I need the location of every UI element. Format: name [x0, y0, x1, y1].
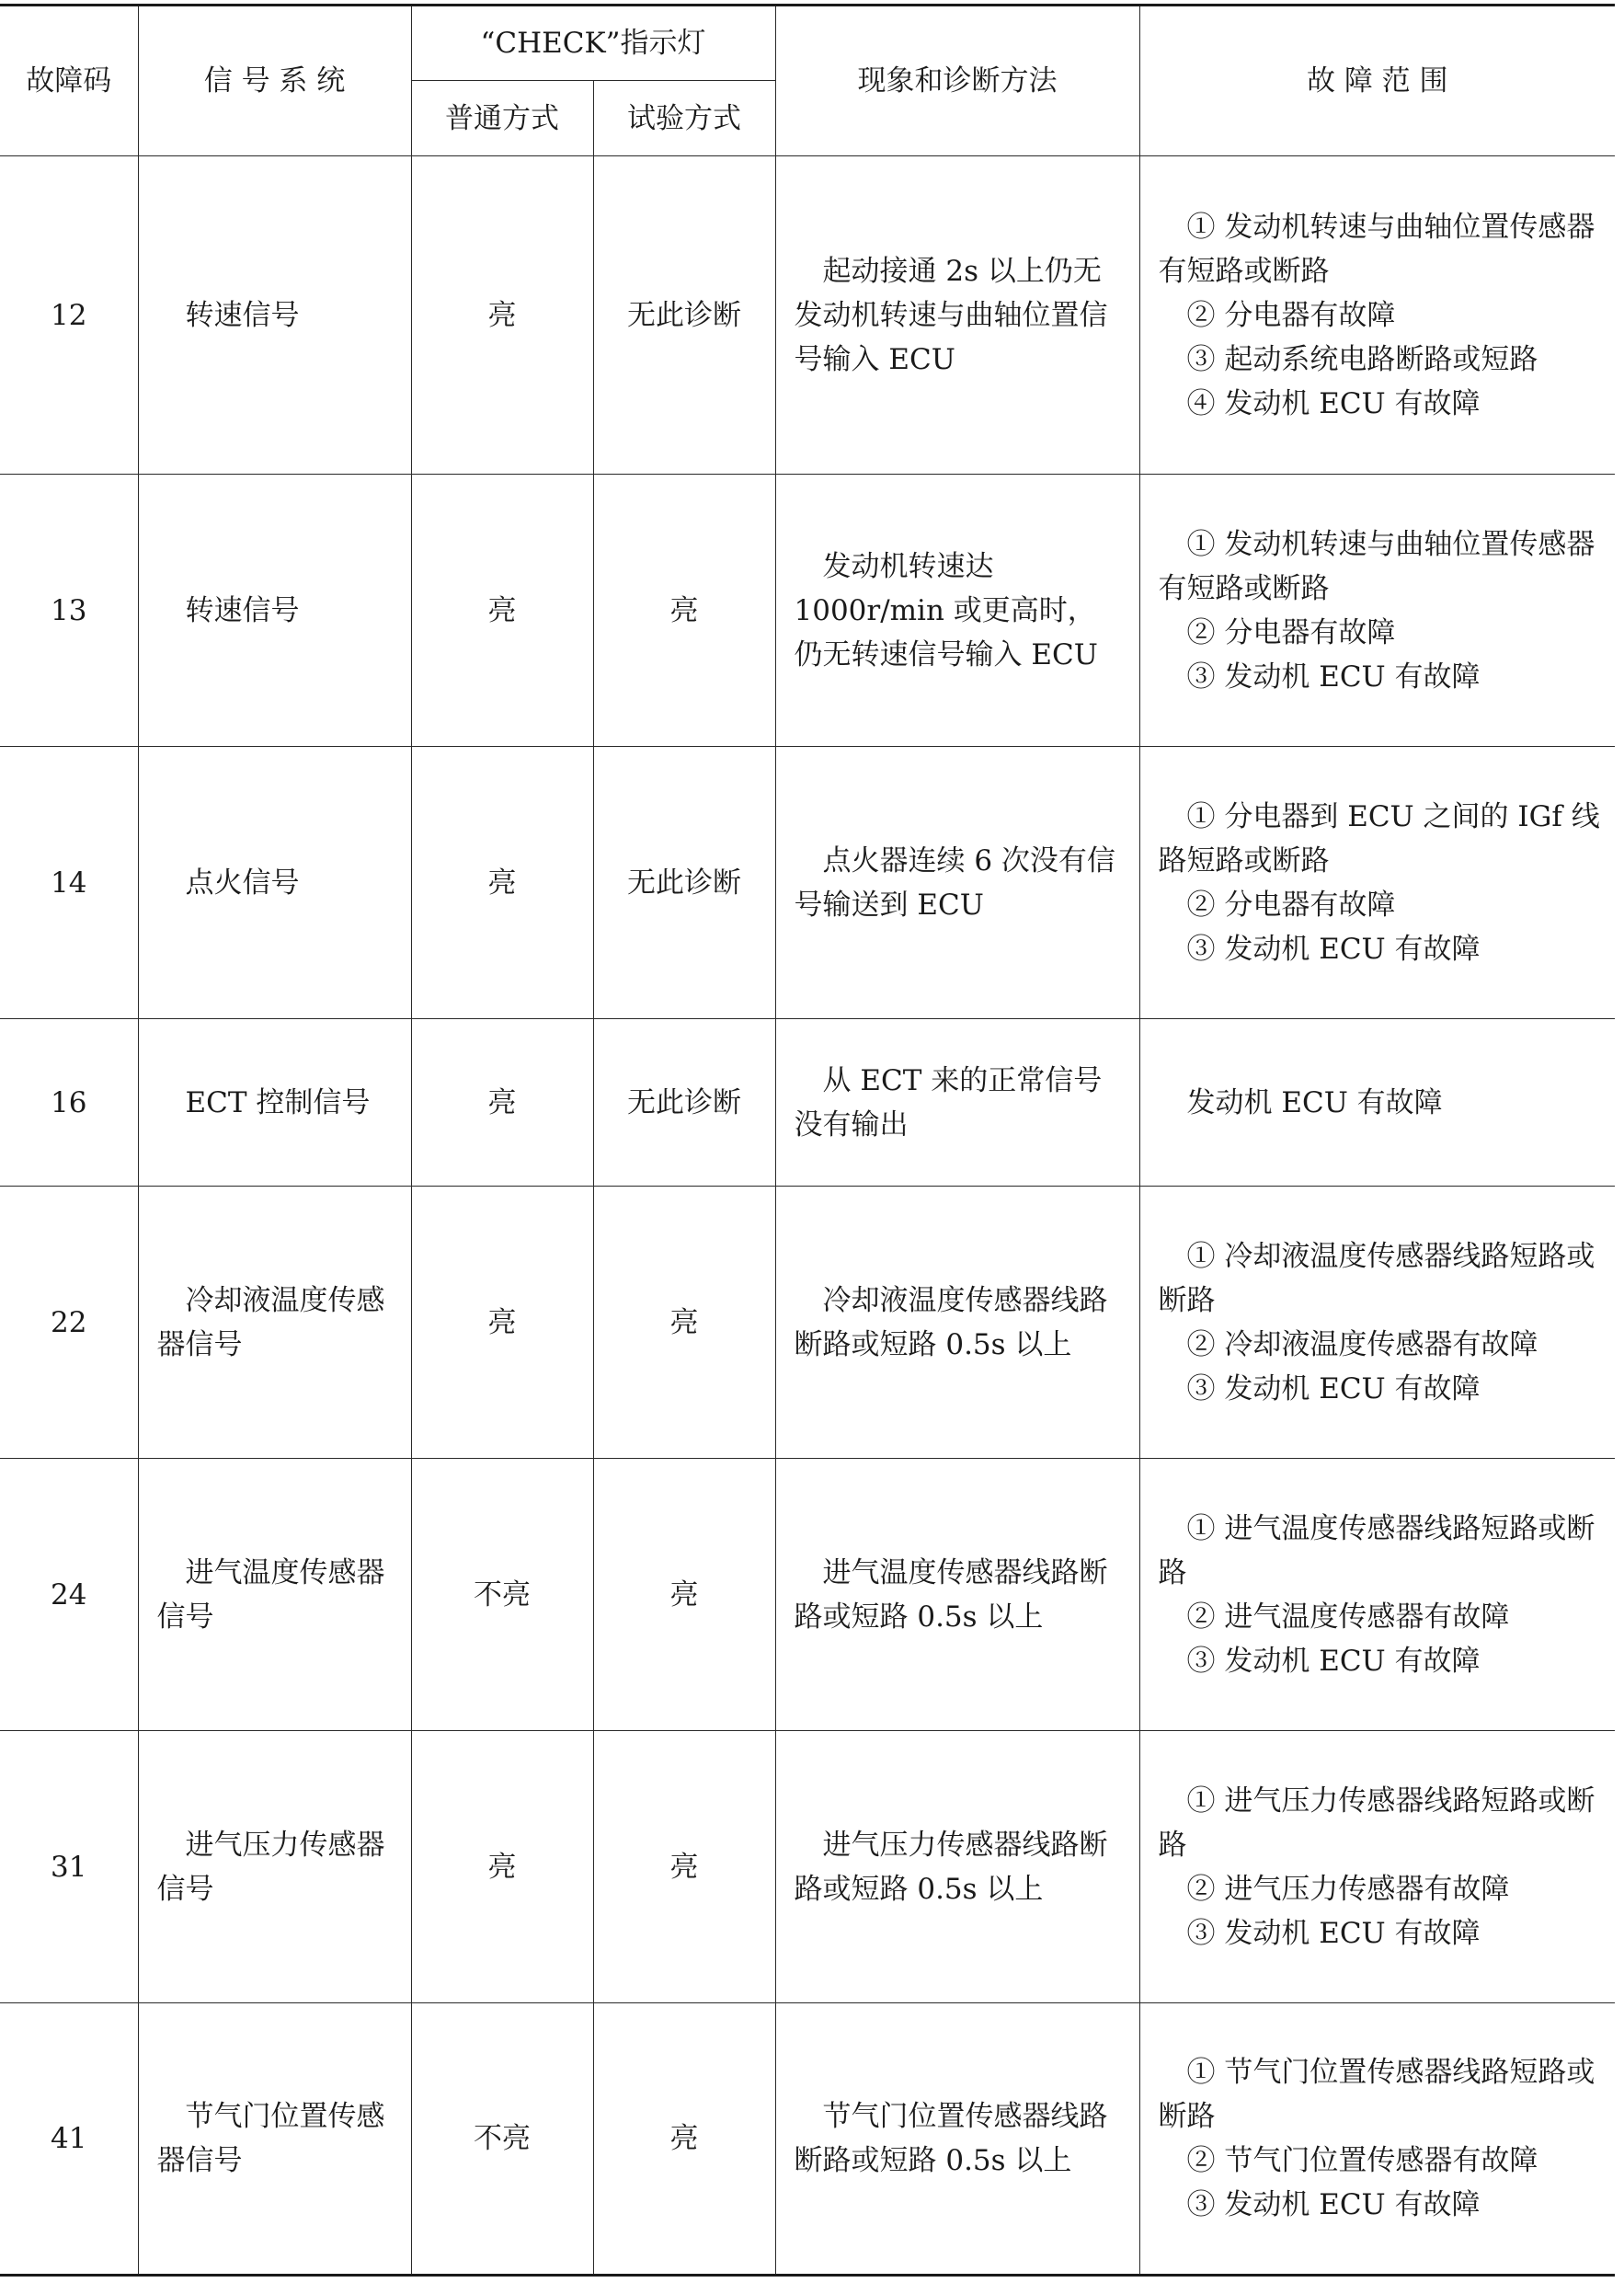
fault-range-text: ③ 发动机 ECU 有故障: [1186, 1371, 1481, 1405]
check-lamp-normal-cell: 亮: [411, 475, 593, 747]
fault-range-text: ① 进气温度传感器线路短路或断路: [1158, 1511, 1595, 1589]
signal-system-text: 点火信号: [185, 866, 300, 900]
table-row: [0, 1019, 1615, 1187]
fault-range-item: [1159, 2183, 1603, 2227]
phenomenon-cell: [775, 2003, 1139, 2276]
fault-range-text: ③ 起动系统电路断路或短路: [1186, 342, 1538, 376]
fault-range-item: [1159, 611, 1603, 655]
check-lamp-normal-cell: 不亮: [411, 2003, 593, 2276]
fault-code-cell: 14: [0, 747, 138, 1019]
fault-range-item: [1159, 1911, 1603, 1956]
fault-range-text: ② 分电器有故障: [1186, 615, 1396, 649]
phenomenon-text: 进气压力传感器线路断路或短路 0.5s 以上: [794, 1828, 1108, 1906]
fault-range-item: [1159, 338, 1603, 382]
signal-system-cell: [138, 475, 411, 747]
signal-system-text: 冷却液温度传感器信号: [156, 1283, 385, 1361]
check-lamp-normal-cell: 亮: [411, 156, 593, 475]
fault-code-cell: 13: [0, 475, 138, 747]
fault-range-item: [1159, 522, 1603, 611]
fault-range-text: ① 分电器到 ECU 之间的 IGf 线路短路或断路: [1158, 799, 1600, 877]
fault-range-item: [1159, 2050, 1603, 2139]
phenomenon-text: 从 ECT 来的正常信号没有输出: [794, 1063, 1103, 1141]
check-lamp-test-cell: 亮: [593, 475, 775, 747]
fault-range-text: ② 进气温度传感器有故障: [1186, 1600, 1510, 1634]
signal-system-text: 进气压力传感器信号: [156, 1828, 385, 1906]
signal-system-cell: [138, 2003, 411, 2276]
table-body: [0, 156, 1615, 2276]
table-row: [0, 1187, 1615, 1459]
fault-range-item: [1159, 382, 1603, 426]
signal-system-cell: [138, 1187, 411, 1459]
fault-range-text: ③ 发动机 ECU 有故障: [1186, 2188, 1481, 2221]
signal-system-text: 转速信号: [185, 298, 300, 332]
table-row: [0, 156, 1615, 475]
phenomenon-cell: [775, 747, 1139, 1019]
phenomenon-text: 进气温度传感器线路断路或短路 0.5s 以上: [794, 1555, 1108, 1634]
signal-system-cell: [138, 747, 411, 1019]
header-signal: 信 号 系 统: [138, 6, 411, 156]
table-row: [0, 475, 1615, 747]
fault-range-item: [1159, 927, 1603, 971]
phenomenon-text: 冷却液温度传感器线路断路或短路 0.5s 以上: [794, 1283, 1108, 1361]
fault-code-cell: 41: [0, 2003, 138, 2276]
fault-range-item: [1159, 1507, 1603, 1595]
fault-range-item: [1159, 1595, 1603, 1639]
signal-system-cell: [138, 1459, 411, 1731]
header-check-lamp: “CHECK”指示灯: [411, 6, 775, 81]
fault-range-cell: [1139, 156, 1615, 475]
fault-range-item: [1159, 293, 1603, 338]
check-lamp-normal-cell: 不亮: [411, 1459, 593, 1731]
table-row: [0, 2003, 1615, 2276]
phenomenon-text: 节气门位置传感器线路断路或短路 0.5s 以上: [794, 2100, 1108, 2177]
fault-range-text: ③ 发动机 ECU 有故障: [1186, 1644, 1481, 1678]
fault-range-text: ③ 发动机 ECU 有故障: [1186, 660, 1481, 694]
fault-range-text: ② 节气门位置传感器有故障: [1186, 2144, 1538, 2177]
fault-code-cell: 16: [0, 1019, 138, 1187]
header-phenomenon: 现象和诊断方法: [775, 6, 1139, 156]
check-lamp-normal-cell: 亮: [411, 1187, 593, 1459]
fault-range-cell: [1139, 1731, 1615, 2003]
fault-range-text: ② 冷却液温度传感器有故障: [1186, 1327, 1538, 1361]
fault-code-cell: 31: [0, 1731, 138, 2003]
table-row: [0, 1459, 1615, 1731]
fault-range-item: [1159, 205, 1603, 293]
signal-system-text: 进气温度传感器信号: [156, 1555, 385, 1634]
signal-system-cell: [138, 1019, 411, 1187]
fault-range-text: ③ 发动机 ECU 有故障: [1186, 1916, 1481, 1950]
fault-code-cell: 12: [0, 156, 138, 475]
header-normal-mode: 普通方式: [411, 81, 593, 156]
fault-range-item: [1159, 1367, 1603, 1411]
fault-range-item: [1159, 883, 1603, 927]
phenomenon-cell: [775, 1019, 1139, 1187]
fault-range-text: ① 发动机转速与曲轴位置传感器有短路或断路: [1158, 527, 1595, 605]
signal-system-cell: [138, 156, 411, 475]
fault-range-text: 发动机 ECU 有故障: [1186, 1085, 1443, 1119]
fault-range-text: ③ 发动机 ECU 有故障: [1186, 932, 1481, 966]
fault-range-cell: [1139, 747, 1615, 1019]
fault-range-item: [1159, 655, 1603, 699]
table-row: [0, 747, 1615, 1019]
fault-code-cell: 22: [0, 1187, 138, 1459]
fault-range-text: ② 分电器有故障: [1186, 888, 1396, 922]
signal-system-text: 转速信号: [185, 593, 300, 627]
table-header: [0, 6, 1615, 156]
check-lamp-normal-cell: 亮: [411, 747, 593, 1019]
fault-range-cell: [1139, 1459, 1615, 1731]
header-test-mode: 试验方式: [593, 81, 775, 156]
check-lamp-test-cell: 无此诊断: [593, 1019, 775, 1187]
check-lamp-test-cell: 亮: [593, 1731, 775, 2003]
signal-system-text: 节气门位置传感器信号: [156, 2100, 385, 2177]
check-lamp-test-cell: 亮: [593, 1459, 775, 1731]
fault-range-item: [1159, 1867, 1603, 1911]
fault-range-item: [1159, 1081, 1603, 1125]
fault-range-text: ① 发动机转速与曲轴位置传感器有短路或断路: [1158, 210, 1595, 288]
fault-range-item: [1159, 1779, 1603, 1867]
phenomenon-cell: [775, 156, 1139, 475]
phenomenon-text: 起动接通 2s 以上仍无发动机转速与曲轴位置信号输入 ECU: [794, 254, 1108, 376]
fault-range-item: [1159, 1234, 1603, 1323]
fault-range-text: ② 分电器有故障: [1186, 298, 1396, 332]
fault-range-text: ② 进气压力传感器有故障: [1186, 1872, 1510, 1906]
phenomenon-cell: [775, 475, 1139, 747]
check-lamp-test-cell: 无此诊断: [593, 156, 775, 475]
fault-range-cell: [1139, 475, 1615, 747]
fault-range-cell: [1139, 2003, 1615, 2276]
check-lamp-test-cell: 亮: [593, 1187, 775, 1459]
fault-range-item: [1159, 2139, 1603, 2183]
phenomenon-text: 发动机转速达 1000r/min 或更高时，仍无转速信号输入 ECU: [794, 549, 1098, 671]
check-lamp-normal-cell: 亮: [411, 1019, 593, 1187]
phenomenon-text: 点火器连续 6 次没有信号输送到 ECU: [794, 843, 1115, 922]
signal-system-text: ECT 控制信号: [185, 1085, 371, 1119]
fault-range-text: ① 节气门位置传感器线路短路或断路: [1158, 2056, 1595, 2133]
fault-range-item: [1159, 1639, 1603, 1683]
table-row: [0, 1731, 1615, 2003]
fault-range-text: ④ 发动机 ECU 有故障: [1186, 386, 1481, 420]
phenomenon-cell: [775, 1459, 1139, 1731]
check-lamp-normal-cell: 亮: [411, 1731, 593, 2003]
phenomenon-cell: [775, 1187, 1139, 1459]
check-lamp-test-cell: 亮: [593, 2003, 775, 2276]
fault-code-cell: 24: [0, 1459, 138, 1731]
phenomenon-cell: [775, 1731, 1139, 2003]
header-code: 故障码: [0, 6, 138, 156]
signal-system-cell: [138, 1731, 411, 2003]
fault-range-item: [1159, 795, 1603, 883]
header-range: 故 障 范 围: [1139, 6, 1615, 156]
fault-code-table: [0, 4, 1615, 2277]
fault-range-text: ① 冷却液温度传感器线路短路或断路: [1158, 1239, 1595, 1317]
fault-range-cell: [1139, 1187, 1615, 1459]
fault-range-item: [1159, 1323, 1603, 1367]
fault-range-cell: [1139, 1019, 1615, 1187]
fault-range-text: ① 进气压力传感器线路短路或断路: [1158, 1784, 1595, 1862]
check-lamp-test-cell: 无此诊断: [593, 747, 775, 1019]
